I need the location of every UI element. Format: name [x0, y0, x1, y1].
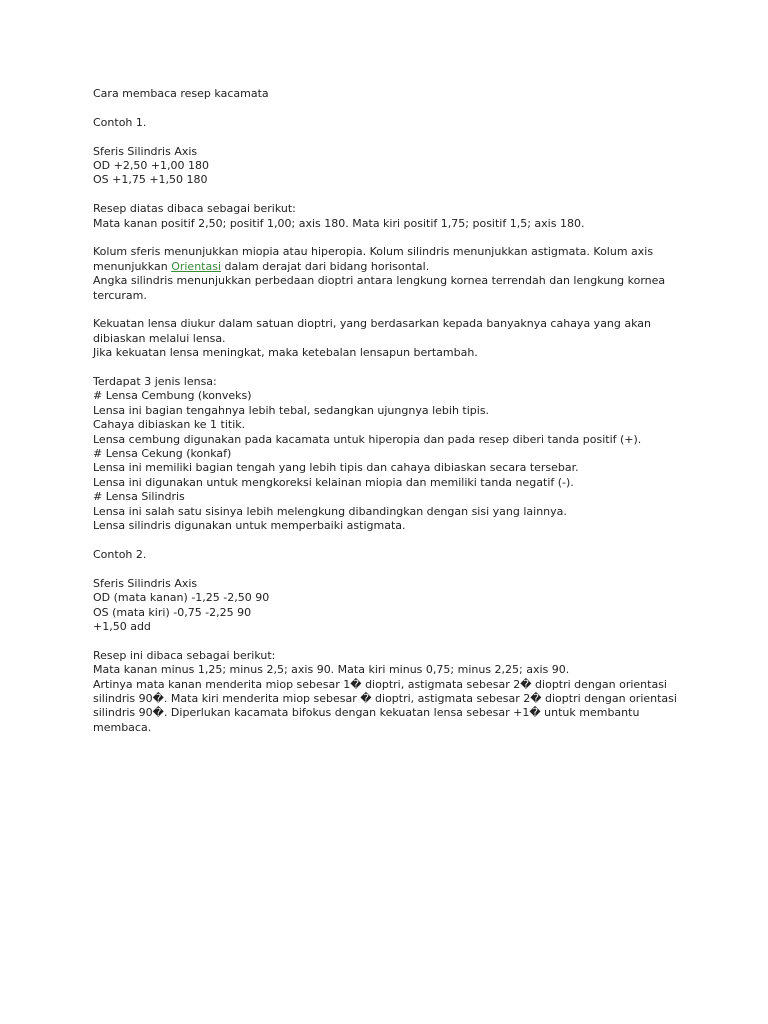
spacer	[93, 188, 693, 202]
example2-read-intro: Resep ini dibaca sebagai berikut:	[93, 648, 276, 662]
example2-table-header: Sferis Silindris Axis	[93, 576, 198, 590]
lens-cembung-heading: # Lensa Cembung (konveks)	[93, 389, 252, 403]
lens-cembung-line-1: Lensa ini bagian tengahnya lebih tebal, sedangkan ujungnya lebih tipis.	[93, 403, 490, 417]
example1-heading: Contoh 1.	[93, 115, 147, 129]
lens-cembung-line-2: Cahaya dibiaskan ke 1 titik.	[93, 418, 246, 432]
spacer	[93, 634, 693, 648]
example1-read-intro: Resep diatas dibaca sebagai berikut:	[93, 202, 296, 216]
lens-silindris-line-2: Lensa silindris digunakan untuk memperbaiki astigmata.	[93, 519, 406, 533]
spacer	[93, 130, 693, 144]
lens-cekung-line-2: Lensa ini digunakan untuk mengkoreksi kelainan miopia dan memiliki tanda negatif (-).	[93, 475, 574, 489]
example2-meaning: Artinya mata kanan menderita miop sebesar 1� dioptri, astigmata sebesar 2� dioptri dengan orientasi silindris 90�. Mata kiri menderita miop sebesar � dioptri, astigmata sebesar 2� dioptri dengan orientasi silindris 90�. Diperlukan kacamata bifokus dengan kekuatan lensa sebesar +1� untuk membantu membaca.	[93, 677, 681, 734]
spacer	[93, 562, 693, 576]
explanation-p2-line1: Kekuatan lensa diukur dalam satuan dioptri, yang berdasarkan kepada banyaknya cahaya yang akan dibiaskan melalui lensa.	[93, 317, 655, 345]
example2-od: OD (mata kanan) -1,25 -2,50 90	[93, 591, 270, 605]
explanation-p2-line2: Jika kekuatan lensa meningkat, maka ketebalan lensapun bertambah.	[93, 346, 478, 360]
explanation-paragraph-1	[93, 245, 693, 274]
orientasi-link[interactable]: Orientasi	[171, 259, 222, 273]
example2-read-text: Mata kanan minus 1,25; minus 2,5; axis 90. Mata kiri minus 0,75; minus 2,25; axis 90.	[93, 663, 570, 677]
spacer	[93, 303, 693, 317]
example1-table-header: Sferis Silindris Axis	[93, 144, 198, 158]
example2-heading: Contoh 2.	[93, 547, 147, 561]
spacer	[93, 231, 693, 245]
lens-cekung-heading: # Lensa Cekung (konkaf)	[93, 447, 232, 461]
lens-types-intro: Terdapat 3 jenis lensa:	[93, 375, 217, 389]
document-title: Cara membaca resep kacamata	[93, 87, 269, 100]
lens-silindris-line-1: Lensa ini salah satu sisinya lebih melengkung dibandingkan dengan sisi yang lainnya.	[93, 504, 567, 518]
explanation-p1-part1: Kolum sferis menunjukkan miopia atau hiperopia. Kolum silindris menunjukkan astigmata. Kolum axis menunjukkan	[93, 245, 657, 273]
spacer	[93, 101, 693, 115]
example1-od: OD +2,50 +1,00 180	[93, 159, 210, 172]
lens-silindris-heading: # Lensa Silindris	[93, 490, 185, 504]
explanation-p1-part2: dalam derajat dari bidang horisontal.	[221, 259, 430, 273]
example2-add: +1,50 add	[93, 619, 151, 633]
example1-os: OS +1,75 +1,50 180	[93, 173, 208, 187]
example2-os: OS (mata kiri) -0,75 -2,25 90	[93, 605, 252, 619]
lens-cembung-line-3: Lensa cembung digunakan pada kacamata untuk hiperopia dan pada resep diberi tanda positif (+).	[93, 432, 642, 446]
explanation-p1-line2: Angka silindris menunjukkan perbedaan dioptri antara lengkung kornea terrendah dan lengkung kornea tercuram.	[93, 274, 669, 302]
lens-cekung-line-1: Lensa ini memiliki bagian tengah yang lebih tipis dan cahaya dibiaskan secara tersebar.	[93, 461, 579, 475]
spacer	[93, 361, 693, 375]
document-body	[93, 87, 693, 735]
spacer	[93, 534, 693, 548]
example1-read-text: Mata kanan positif 2,50; positif 1,00; axis 180. Mata kiri positif 1,75; positif 1,5; axis 180.	[93, 216, 585, 230]
